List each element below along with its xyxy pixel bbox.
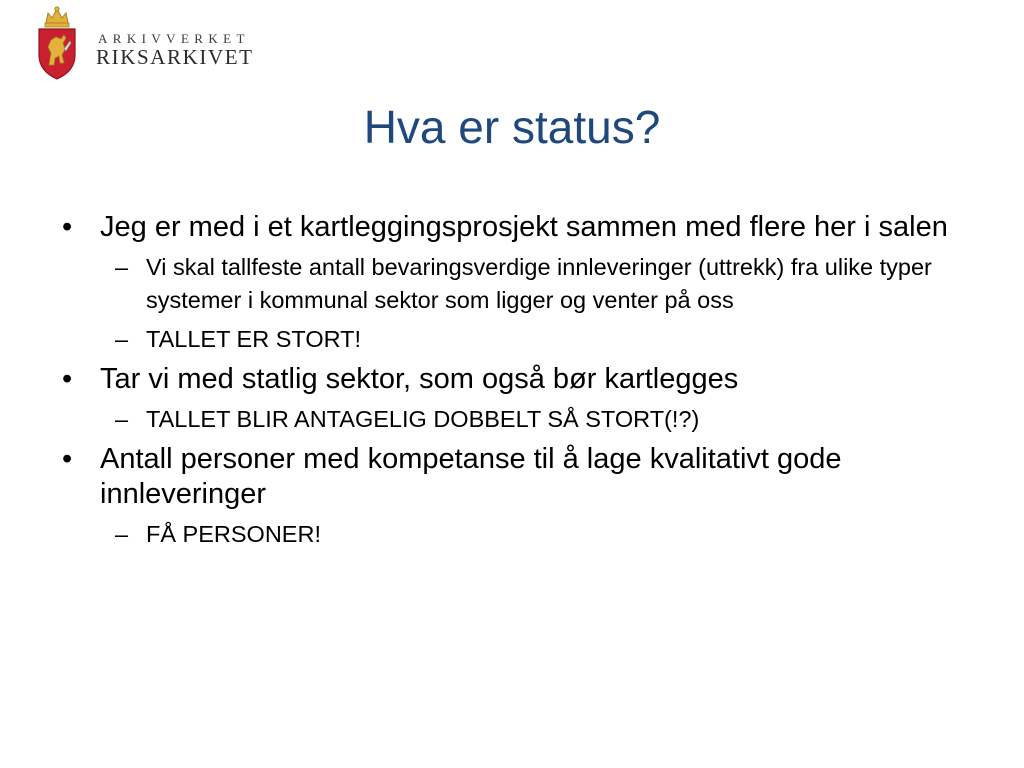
logo <box>34 5 274 83</box>
bullet-text: Tar vi med statlig sektor, som også bør kartlegges <box>100 363 739 395</box>
org-subtitle: ARKIVVERKET <box>98 31 250 46</box>
bullet-marker: • <box>62 363 73 395</box>
sub-bullet-text: FÅ PERSONER! <box>146 521 321 547</box>
dash-marker: – <box>115 254 129 280</box>
slide-title: Hva er status? <box>363 101 661 153</box>
bullet-list <box>60 210 980 557</box>
dash-marker: – <box>115 326 129 352</box>
sub-bullet-item <box>115 403 946 436</box>
sub-bullet-text: TALLET ER STORT! <box>146 326 362 352</box>
bullet-item <box>60 442 980 512</box>
coat-of-arms-icon <box>34 5 80 81</box>
sub-bullet-text: Vi skal tallfeste antall bevaringsverdige innleveringer (uttrekk) fra ulike typer systemer i kommunal sektor som ligger og venter på oss <box>146 254 932 313</box>
sub-bullet-item <box>115 518 946 551</box>
org-name: RIKSARKIVET <box>96 45 254 69</box>
bullet-marker: • <box>62 211 73 243</box>
dash-marker: – <box>115 406 129 432</box>
sub-bullet-text: TALLET BLIR ANTAGELIG DOBBELT SÅ STORT(!?) <box>146 406 700 432</box>
sub-bullet-item <box>115 251 946 317</box>
bullet-item <box>60 362 980 397</box>
bullet-text: Antall personer med kompetanse til å lage kvalitativt gode innleveringer <box>100 443 842 510</box>
dash-marker: – <box>115 521 129 547</box>
bullet-item <box>60 210 980 245</box>
bullet-marker: • <box>62 443 73 475</box>
sub-bullet-item <box>115 323 946 356</box>
bullet-text: Jeg er med i et kartleggingsprosjekt sammen med flere her i salen <box>100 211 948 243</box>
